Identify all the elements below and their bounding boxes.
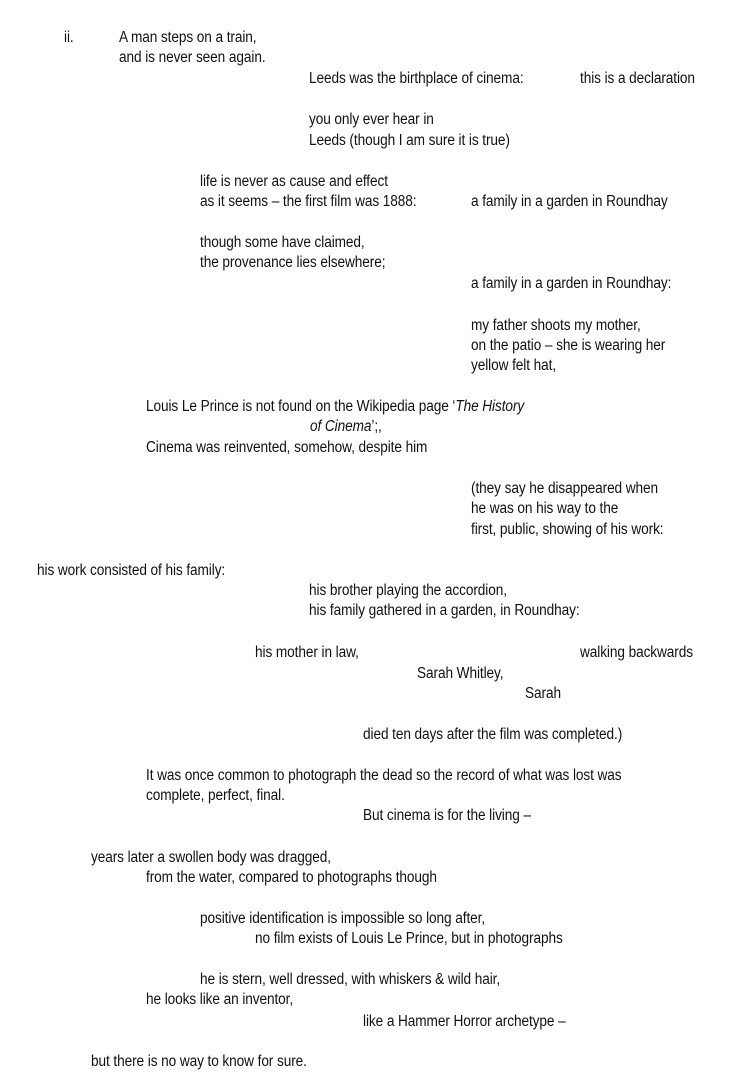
poem-line: complete, perfect, final. xyxy=(146,787,285,804)
poem-line: he looks like an inventor, xyxy=(146,991,294,1008)
poem-line: a family in a garden in Roundhay xyxy=(471,193,668,210)
section-marker: ii. xyxy=(64,29,74,46)
poem-line: and is never seen again. xyxy=(119,49,266,66)
poem-line: though some have claimed, xyxy=(200,234,365,251)
poem-line: like a Hammer Horror archetype – xyxy=(363,1013,566,1030)
poem-line: from the water, compared to photographs though xyxy=(146,869,437,886)
poem-line: years later a swollen body was dragged, xyxy=(91,849,331,866)
poem-line: It was once common to photograph the dead so the record of what was lost was xyxy=(146,767,622,784)
poem-line: you only ever hear in xyxy=(309,111,434,128)
poem-text: Louis Le Prince is not found on the Wikipedia page ‘ xyxy=(146,398,456,415)
poem-line: his brother playing the accordion, xyxy=(309,582,507,599)
poem-line: Leeds (though I am sure it is true) xyxy=(309,132,510,149)
poem-line: his mother in law, xyxy=(255,644,359,661)
poem-line: But cinema is for the living – xyxy=(363,807,531,824)
poem-line: a family in a garden in Roundhay: xyxy=(471,275,672,292)
poem-line: he was on his way to the xyxy=(471,500,619,517)
poem-line: positive identification is impossible so long after, xyxy=(200,910,486,927)
poem-line xyxy=(310,417,382,437)
poem-line: as it seems – the first film was 1888: xyxy=(200,193,417,210)
poem-line: Sarah Whitley, xyxy=(417,665,504,682)
title-text: of Cinema xyxy=(310,418,372,435)
poem-line: died ten days after the film was completed.) xyxy=(363,726,623,743)
poem-line: first, public, showing of his work: xyxy=(471,521,664,538)
poem-line: this is a declaration xyxy=(580,70,695,87)
poem-line: yellow felt hat, xyxy=(471,357,557,374)
poem-text: ’;, xyxy=(371,418,382,435)
poem-line: Leeds was the birthplace of cinema: xyxy=(309,70,524,87)
poem-line: his work consisted of his family: xyxy=(37,562,226,579)
poem-line: the provenance lies elsewhere; xyxy=(200,254,386,271)
poem-line: (they say he disappeared when xyxy=(471,480,659,497)
poem-line xyxy=(146,397,524,417)
poem-line: Cinema was reinvented, somehow, despite him xyxy=(146,439,428,456)
poem-line: A man steps on a train, xyxy=(119,29,257,46)
title-text: The History xyxy=(455,398,525,415)
poem-line: walking backwards xyxy=(580,644,693,661)
poem-line: my father shoots my mother, xyxy=(471,317,641,334)
poem-line: his family gathered in a garden, in Roundhay: xyxy=(309,602,580,619)
poem-line: no film exists of Louis Le Prince, but in photographs xyxy=(255,930,563,947)
poem-line: on the patio – she is wearing her xyxy=(471,337,666,354)
poem-line: but there is no way to know for sure. xyxy=(91,1053,307,1070)
poem-line: Sarah xyxy=(525,685,561,702)
poem-line: he is stern, well dressed, with whiskers & wild hair, xyxy=(200,971,501,988)
poem-line: life is never as cause and effect xyxy=(200,173,388,190)
